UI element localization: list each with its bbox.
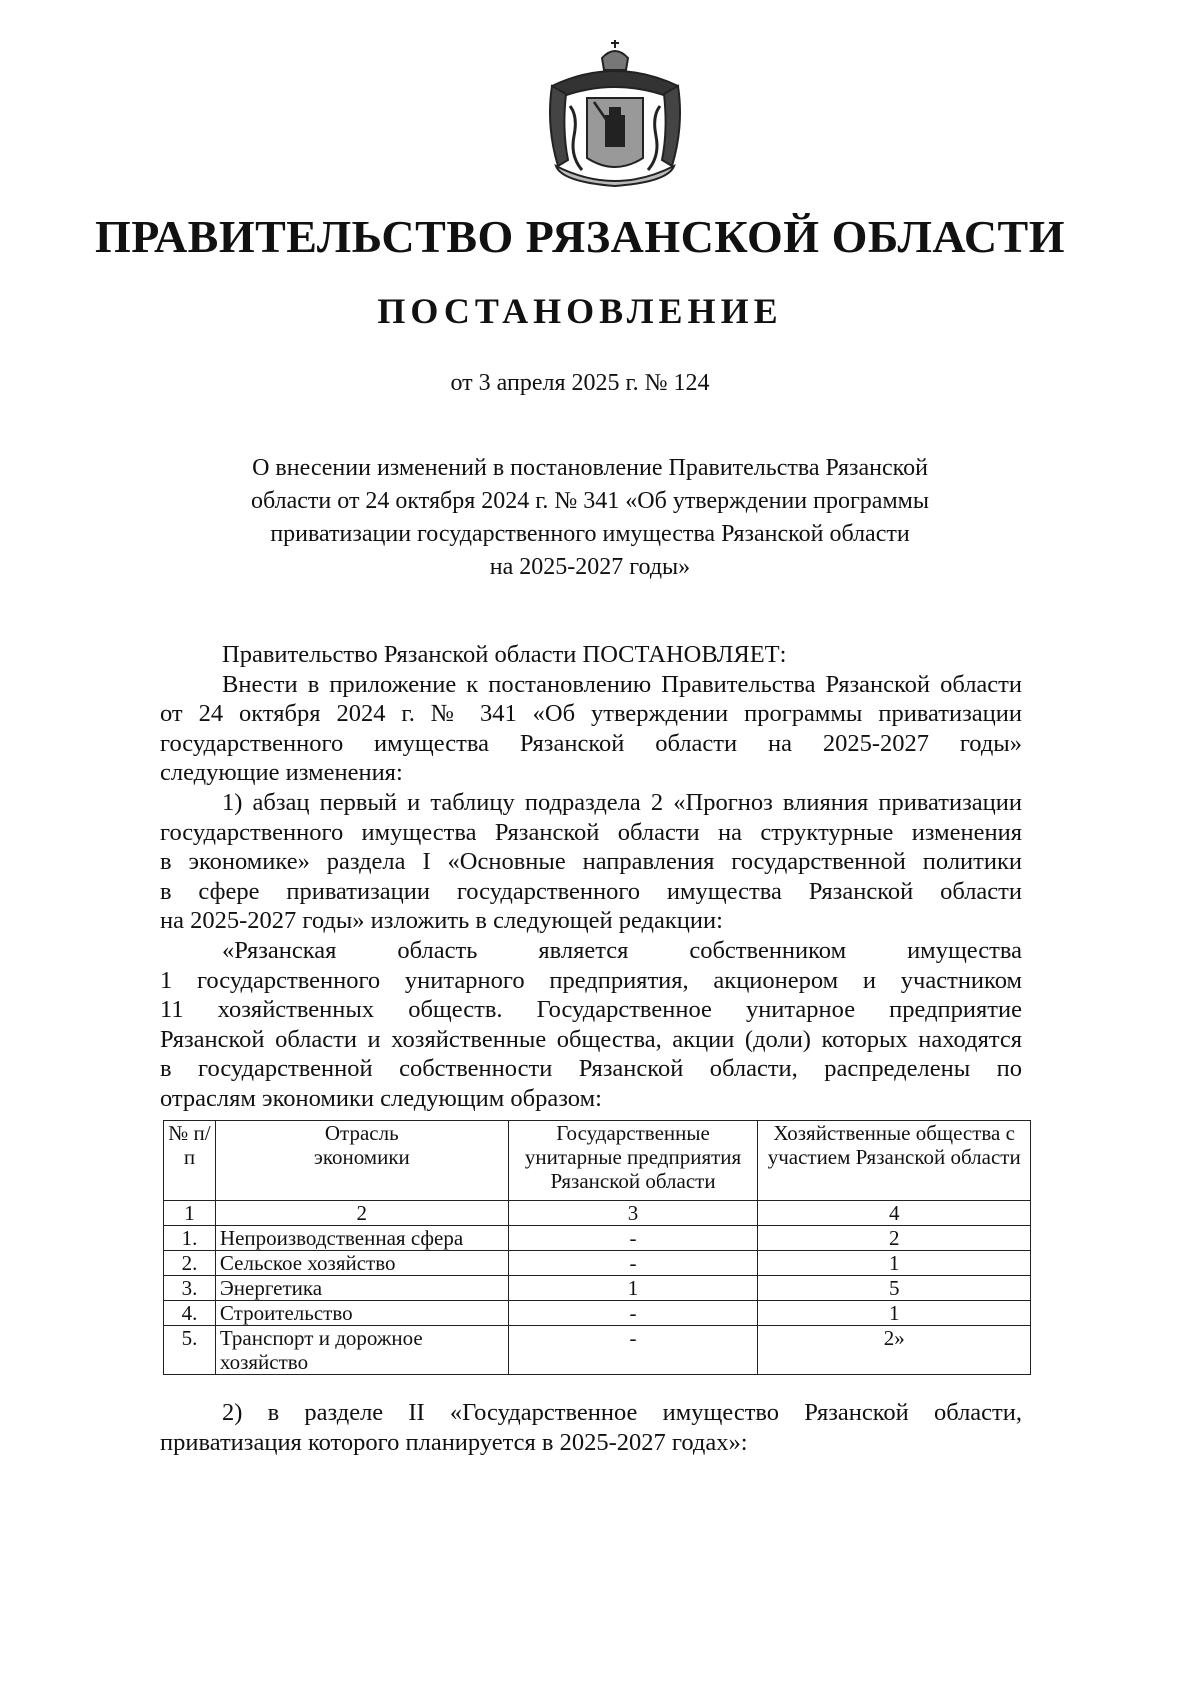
table-row	[164, 1226, 1031, 1251]
body-line: в сфере приватизации государственного имущества Рязанской области	[160, 877, 1022, 905]
cell: 2»	[758, 1326, 1031, 1375]
economy-sectors-table	[163, 1120, 1031, 1375]
body-line: Внести в приложение к постановлению Правительства Рязанской области	[222, 670, 1022, 698]
body-line: в государственной собственности Рязанской области, распределены по	[160, 1055, 1022, 1083]
cell: -	[508, 1326, 758, 1375]
table-row	[164, 1301, 1031, 1326]
table-row	[164, 1251, 1031, 1276]
cell: 1	[758, 1251, 1031, 1276]
table-row	[164, 1276, 1031, 1301]
document-continuation	[160, 1398, 1022, 1457]
cell: Непроизводственная сфера	[215, 1226, 508, 1251]
cell: Строительство	[215, 1301, 508, 1326]
body-line: Рязанской области и хозяйственные общества, акции (доли) которых находятся	[160, 1025, 1022, 1053]
body-line: 11 хозяйственных обществ. Государственное унитарное предприятие	[160, 996, 1022, 1024]
cell: Транспорт и дорожное хозяйство	[215, 1326, 508, 1375]
cell: Энергетика	[215, 1276, 508, 1301]
table-row	[164, 1326, 1031, 1375]
cell: 4.	[164, 1301, 216, 1326]
cell: 1	[164, 1201, 216, 1226]
cell: 1	[508, 1276, 758, 1301]
cell: -	[508, 1226, 758, 1251]
cell: -	[508, 1301, 758, 1326]
body-line: 2) в разделе II «Государственное имущество Рязанской области,	[222, 1399, 1022, 1426]
date-and-number: от 3 апреля 2025 г. № 124	[450, 370, 710, 396]
body-line: в экономике» раздела I «Основные направления государственной политики	[160, 848, 1022, 876]
body-line: на 2025-2027 годы» изложить в следующей редакции:	[160, 907, 723, 935]
body-line: отраслям экономики следующим образом:	[160, 1084, 602, 1112]
body-line: приватизация которого планируется в 2025-2027 годах»:	[160, 1428, 748, 1456]
cell: 3.	[164, 1276, 216, 1301]
header-cell: Отрасль экономики	[215, 1121, 508, 1201]
cell: 3	[508, 1201, 758, 1226]
document-type: ПОСТАНОВЛЕНИЕ	[377, 291, 783, 331]
body-line: 1 государственного унитарного предприятия, акционером и участником	[160, 966, 1022, 994]
table-header-row	[164, 1121, 1031, 1201]
subject-line: области от 24 октября 2024 г. № 341 «Об утверждении программы	[251, 488, 929, 514]
subject-line: на 2025-2027 годы»	[489, 554, 691, 580]
header-cell: Государственные унитарные предприятия Рязанской области	[508, 1121, 758, 1201]
document-body	[160, 640, 1022, 1114]
body-line: «Рязанская область является собственником имущества	[222, 936, 1022, 964]
coat-of-arms-emblem	[532, 36, 698, 202]
header-cell: № п/п	[164, 1121, 216, 1201]
table-numbering-row	[164, 1201, 1031, 1226]
subject-line: приватизации государственного имущества Рязанской области	[270, 521, 910, 547]
cell: -	[508, 1251, 758, 1276]
subject-line: О внесении изменений в постановление Правительства Рязанской	[252, 455, 928, 481]
body-line: государственного имущества Рязанской области на 2025-2027 годы»	[160, 729, 1022, 757]
body-line: следующие изменения:	[160, 759, 403, 787]
cell: 1	[758, 1301, 1031, 1326]
header-cell: Хозяйственные общества с участием Рязанской области	[758, 1121, 1031, 1201]
cell: 2.	[164, 1251, 216, 1276]
issuer-title: ПРАВИТЕЛЬСТВО РЯЗАНСКОЙ ОБЛАСТИ	[94, 211, 1066, 262]
body-line: Правительство Рязанской области ПОСТАНОВЛЯЕТ:	[222, 641, 787, 668]
document-subject	[160, 452, 1020, 584]
cell: 5.	[164, 1326, 216, 1375]
cell: Сельское хозяйство	[215, 1251, 508, 1276]
cell: 4	[758, 1201, 1031, 1226]
cell: 2	[758, 1226, 1031, 1251]
cell: 2	[215, 1201, 508, 1226]
cell: 1.	[164, 1226, 216, 1251]
body-line: от 24 октября 2024 г. № 341 «Об утверждении программы приватизации	[160, 700, 1022, 728]
body-line: государственного имущества Рязанской области на структурные изменения	[160, 818, 1022, 846]
cell: 5	[758, 1276, 1031, 1301]
body-line: 1) абзац первый и таблицу подраздела 2 «Прогноз влияния приватизации	[222, 788, 1022, 816]
